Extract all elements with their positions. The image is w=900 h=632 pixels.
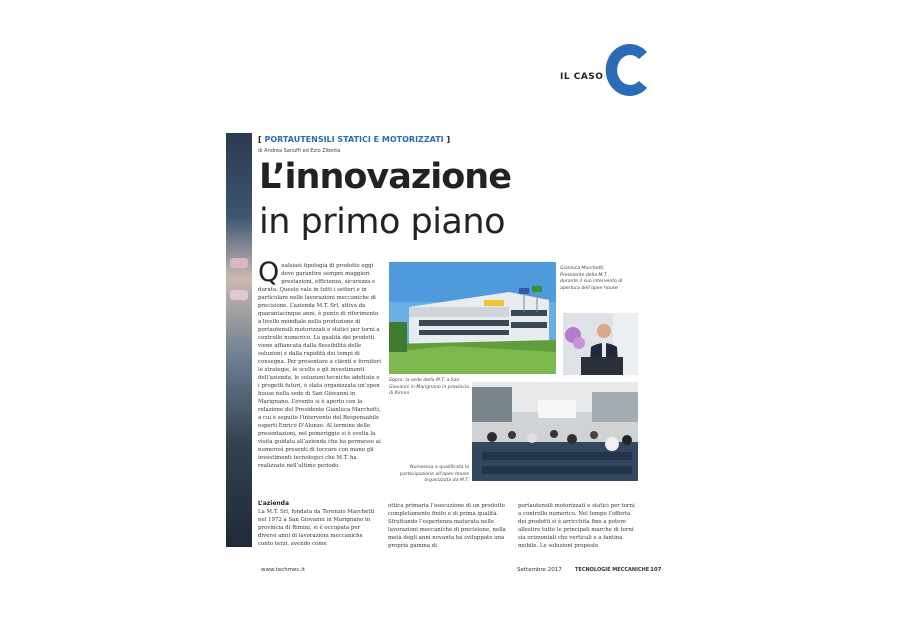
- section-label: IL CASO: [560, 72, 604, 82]
- body-column-2: [388, 502, 506, 550]
- body-text-col3: portautensili motorizzati e statici per torni a controllo numerico. Nel tempo l’offerta dei prodotti si è arricchita fino a potere allestire tutte le principali marche di torni sia orizzontali che verticali e a fantina mobile. Le soluzioni proposte: [518, 503, 635, 549]
- footer-page-number: 107: [650, 567, 662, 573]
- footer-date: Settembre 2017: [517, 567, 562, 573]
- side-photo-strip: [226, 133, 252, 547]
- article-kicker: [258, 135, 450, 144]
- portrait-caption: Gianluca Marchetti, Presidente della M.T., durante il suo intervento di apertura dell’open house: [560, 266, 623, 291]
- section-subheading: L’azienda: [258, 500, 290, 507]
- audience-caption: Numerosa e qualificata la partecipazione all’open house organizzata da M.T.: [399, 465, 469, 483]
- footer-website: www.techmec.it: [261, 567, 305, 573]
- portrait-photo: [563, 313, 638, 375]
- article-title: L’innovazione: [259, 157, 511, 197]
- body-column-3: [518, 502, 636, 550]
- section-letter-logo: [603, 38, 653, 102]
- footer-magazine: TECNOLOGIE MECCANICHE: [575, 567, 650, 573]
- intro-text: ualsiasi tipologia di prodotto oggi deve garantire sempre maggiori prestazioni, efficienza, sicurezza e durata. Questo vale in tutti i settori e in particolare nelle lavorazioni meccaniche di precisione. L’azienda M.T. Srl, attiva da quarantacinque anni, è punto di riferimento a livello mondiale nella produzione di portautensili motorizzati e statici per torni a controllo numerico. La qualità dei prodotti viene affiancata dalla flessibilità delle soluzioni e dalla rapidità dei tempi di consegna. Per presentare a clienti e fornitori le strategie, le scelte e gli investimenti dell’azienda, le soluzioni tecniche adottate e i progetti futuri, è stata organizzata un’open house nella sede di San Giovanni in Marignano. L’evento si è aperto con la relazione del Presidente Gianluca Marchetti, a cui è seguito l’intervento del Responsabile esperti Enrico D’Alonzo. Al termine delle presentazioni, nel pomeriggio si è svolta la visita guidata all’azienda che ha permesso ai numerosi presenti di toccare con mano gli investimenti tecnologici che M.T. ha realizzato nell’ultimo periodo.: [258, 263, 381, 469]
- body-text-col1: La M.T. Srl, fondata da Terenzio Marchetti nel 1972 a San Giovanni in Marignano in provincia di Rimini, si è occupata per diversi anni di lavorazioni meccaniche conto terzi, avendo come: [258, 509, 375, 547]
- body-column-1: [258, 500, 376, 548]
- kicker-bracket-close: ]: [446, 135, 451, 144]
- kicker-bracket-open: [: [258, 135, 262, 144]
- article-authors: di Andrea Sanuffi ed Ezio Zibetta: [258, 148, 341, 154]
- kicker-text: PORTAUTENSILI STATICI E MOTORIZZATI: [264, 135, 444, 144]
- intro-column: [258, 257, 382, 470]
- audience-photo: [472, 382, 638, 481]
- building-photo: [389, 262, 556, 374]
- body-text-col2: ottica primaria l’esecuzione di un prodotto completamente finito e di prima qualità. Sfruttando l’esperienza maturata nelle lavorazioni meccaniche di precisione, nella metà degli anni novanta ha sviluppato una propria gamma di: [388, 503, 506, 549]
- side-photo-detail: [230, 290, 248, 300]
- drop-cap: Q: [258, 257, 280, 288]
- article-subtitle: in primo piano: [259, 202, 505, 242]
- side-photo-detail: [230, 258, 248, 268]
- building-caption: Sopra: la sede della M.T. a San Giovanni in Marignano in provincia di Rimini: [389, 378, 469, 396]
